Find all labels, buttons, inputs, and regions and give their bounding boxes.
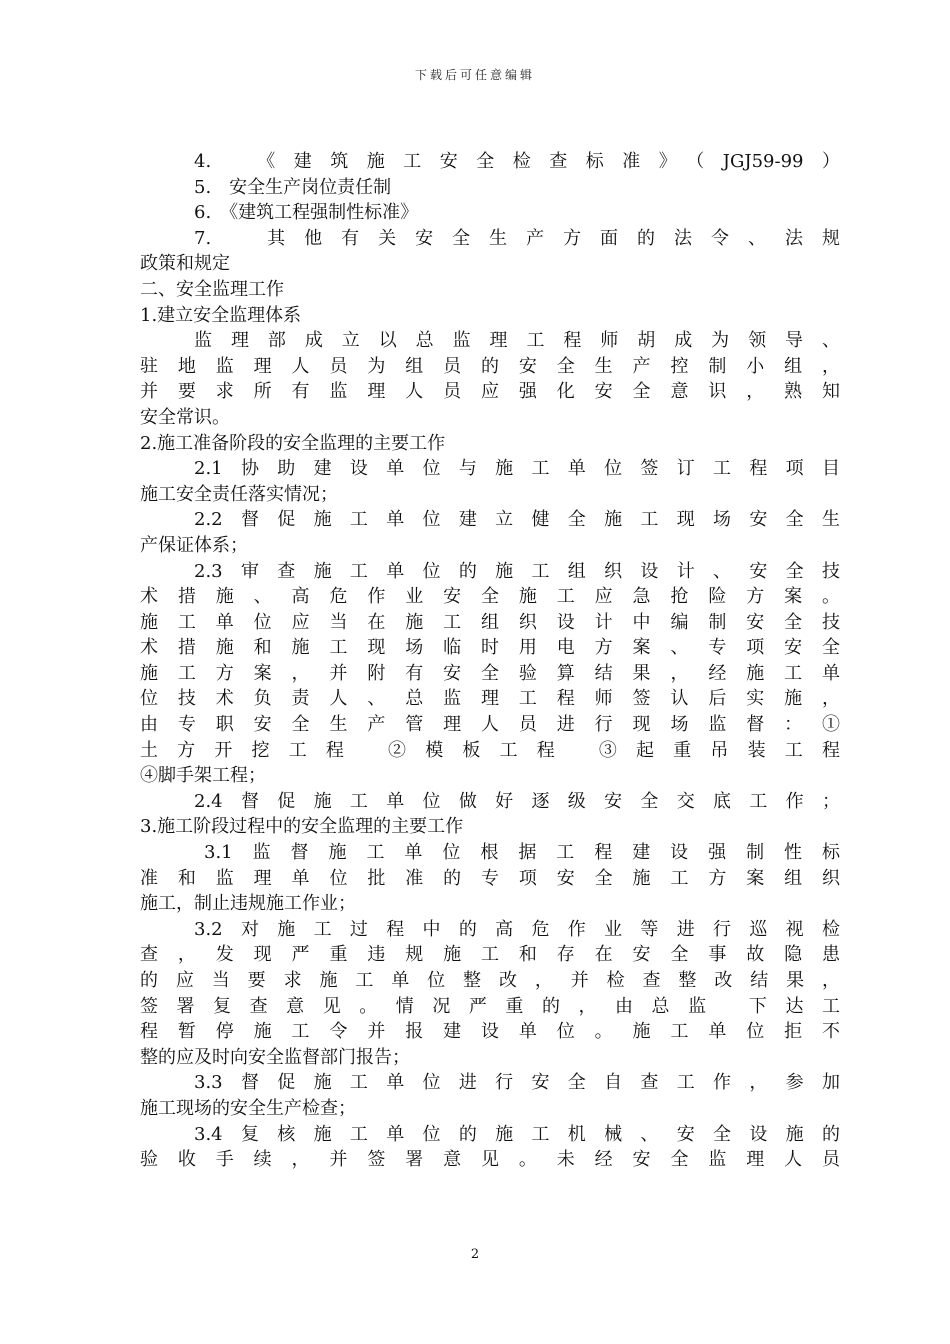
- text-line: 政策和规定: [140, 253, 230, 275]
- text-line: 整的应及时向安全监督部门报告；: [140, 1046, 410, 1068]
- text-line: 7. 其他有关安全生产方面的法令、法规: [194, 227, 840, 249]
- text-line: 驻地监理人员为组员的安全生产控制小组，: [140, 355, 840, 377]
- text-line: 验收手续，并签署意见。未经安全监理人员: [140, 1149, 840, 1171]
- text-line: 施工安全责任落实情况；: [140, 483, 338, 505]
- text-line: 术措施、高危作业安全施工应急抢险方案。: [140, 586, 840, 608]
- text-line: 土方开挖工程 ②模板工程 ③起重吊装工程: [140, 739, 840, 761]
- text-line: 术措施和施工现场临时用电方案、专项安全: [140, 637, 840, 659]
- text-line: 5. 安全生产岗位责任制: [194, 176, 392, 198]
- text-line: 准和监理单位批准的专项安全施工方案组织: [140, 867, 840, 889]
- text-line: 3.2对施工过程中的高危作业等进行巡视检: [194, 918, 840, 940]
- text-line: 监理部成立以总监理工程师胡成为领导、: [194, 330, 840, 352]
- text-line: 由专职安全生产管理人员进行现场监督：①: [140, 714, 840, 736]
- text-line: 3.4复核施工单位的施工机械、安全设施的: [194, 1123, 840, 1145]
- text-line: 3.1监督施工单位根据工程建设强制性标: [204, 842, 840, 864]
- text-line: ④脚手架工程；: [140, 765, 266, 787]
- text-line: 4. 《建筑施工安全检查标准》（JGJ59-99）: [194, 151, 840, 172]
- text-line: 2.3审查施工单位的施工组织设计、安全技: [194, 560, 840, 582]
- text-line: 3.施工阶段过程中的安全监理的主要工作: [140, 816, 464, 838]
- text-line: 查，发现严重违规施工和存在安全事故隐患: [140, 944, 840, 966]
- text-line: 签署复查意见。情况严重的，由总监 下达工: [140, 995, 840, 1017]
- text-line: 施工现场的安全生产检查；: [140, 1097, 356, 1119]
- page-number: 2: [470, 1247, 480, 1262]
- text-line: 2.4督促施工单位做好逐级安全交底工作；: [194, 790, 840, 812]
- text-line: 施工单位应当在施工组织设计中编制安全技: [140, 611, 840, 633]
- text-line: 施工方案，并附有安全验算结果，经施工单: [140, 662, 840, 684]
- page-header: 下载后可任意编辑: [414, 68, 535, 82]
- text-line: 施工，制止违规施工作业；: [140, 893, 356, 915]
- text-line: 1.建立安全监理体系: [140, 304, 302, 326]
- text-line: 2.1协助建设单位与施工单位签订工程项目: [194, 458, 840, 480]
- text-line: 6. 《建筑工程强制性标准》: [194, 202, 419, 224]
- text-line: 2.2督促施工单位建立健全施工现场安全生: [194, 509, 840, 531]
- text-line: 并要求所有监理人员应强化安全意识，熟知: [140, 381, 840, 403]
- text-line: 产保证体系；: [140, 534, 248, 556]
- document-body: [140, 149, 840, 1173]
- text-line: 位技术负责人、总监理工程师签认后实施，: [140, 688, 840, 710]
- text-line: 2.施工准备阶段的安全监理的主要工作: [140, 432, 446, 454]
- text-line: 安全常识。: [140, 406, 230, 428]
- text-line: 3.3督促施工单位进行安全自查工作，参加: [194, 1072, 840, 1094]
- text-line: 二、安全监理工作: [140, 278, 284, 300]
- text-line: 的应当要求施工单位整改，并检查整改结果，: [140, 970, 840, 991]
- text-line: 程暂停施工令并报建设单位。施工单位拒不: [140, 1021, 840, 1043]
